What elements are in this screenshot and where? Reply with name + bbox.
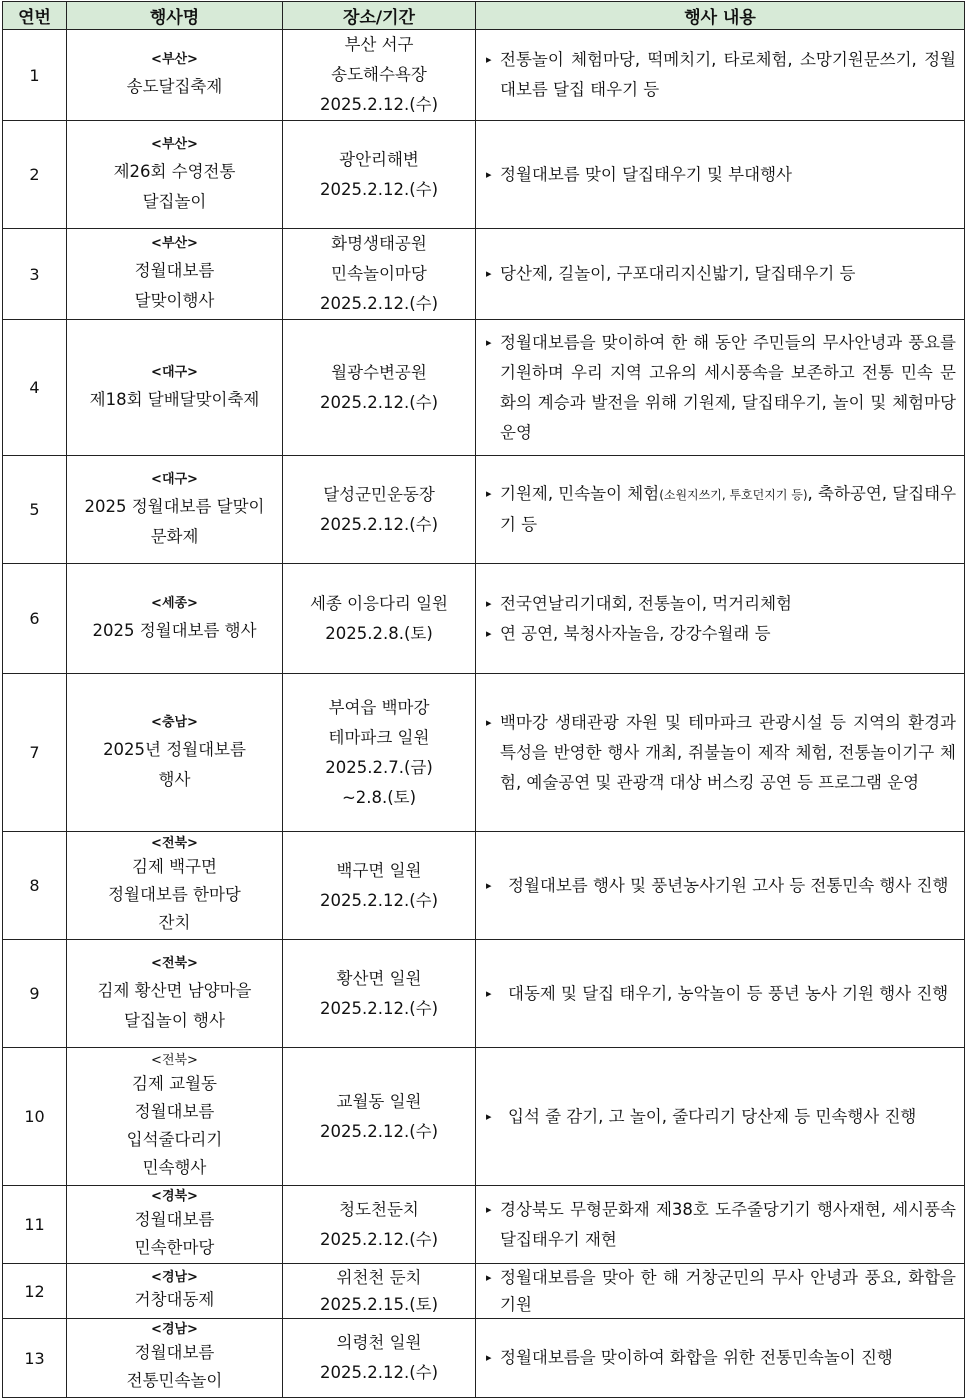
table-row <box>3 121 965 229</box>
event-place <box>283 320 476 456</box>
region-label: <부산> <box>151 136 198 152</box>
content-text: , 축하공연, 달집태우기 등 <box>500 484 957 534</box>
event-place <box>283 1264 476 1319</box>
row-number: 8 <box>3 832 67 940</box>
content-item: ▸ 정월대보름 맞이 달집태우기 및 부대행사 <box>486 160 956 190</box>
event-name-line: 달집놀이 행사 <box>124 1010 225 1030</box>
row-number: 3 <box>3 229 67 320</box>
event-name-line: 김제 백구면 <box>132 856 217 876</box>
table-row <box>3 940 965 1048</box>
place-line: 2025.2.12.(수) <box>319 890 439 910</box>
place-line: 2025.2.12.(수) <box>319 294 439 313</box>
table-row <box>3 564 965 674</box>
event-name-line: 정월대보름 한마당 <box>108 884 241 904</box>
event-name-line: 문화제 <box>150 526 199 546</box>
region-label: <대구> <box>151 364 198 380</box>
place-line: 송도해수욕장 <box>331 65 427 84</box>
region-label: <경북> <box>151 1188 198 1204</box>
row-number: 5 <box>3 456 67 564</box>
event-content <box>476 832 965 940</box>
event-content <box>476 674 965 832</box>
content-item: ▸ 연 공연, 북청사자놀음, 강강수월래 등 <box>486 619 956 649</box>
event-name <box>67 1264 283 1319</box>
event-content <box>476 1319 965 1398</box>
event-name <box>67 940 283 1048</box>
region-label: <전북> <box>151 955 198 971</box>
event-content <box>476 1048 965 1186</box>
row-number: 2 <box>3 121 67 229</box>
event-name <box>67 320 283 456</box>
region-label: <경남> <box>151 1322 198 1337</box>
event-name-line: 정월대보름 <box>134 1343 215 1362</box>
event-name <box>67 1186 283 1264</box>
event-name <box>67 121 283 229</box>
row-number: 1 <box>3 30 67 121</box>
table-row <box>3 456 965 564</box>
place-line: 2025.2.8.(토) <box>325 623 433 643</box>
table-row <box>3 1048 965 1186</box>
event-name-line: 행사 <box>158 769 191 789</box>
header-row <box>3 2 965 30</box>
event-name-line: 잔치 <box>158 912 191 932</box>
place-line: 달성군민운동장 <box>323 484 435 504</box>
event-place <box>283 30 476 121</box>
place-line: 2025.2.15.(토) <box>319 1295 439 1314</box>
row-number: 11 <box>3 1186 67 1264</box>
event-content <box>476 229 965 320</box>
event-name-line: 제18회 달배달맞이축제 <box>89 389 260 409</box>
event-place <box>283 121 476 229</box>
row-number: 7 <box>3 674 67 832</box>
header-place: 장소/기간 <box>283 2 476 30</box>
event-name-line: 2025년 정월대보름 <box>103 739 246 759</box>
event-content <box>476 456 965 564</box>
place-line: ~2.8.(토) <box>341 787 417 807</box>
event-content <box>476 940 965 1048</box>
event-name-line: 달맞이행사 <box>134 291 215 310</box>
event-name-line: 송도달집축제 <box>126 77 223 96</box>
table-row <box>3 30 965 121</box>
place-line: 2025.2.12.(수) <box>319 179 439 199</box>
place-line: 민속놀이마당 <box>331 264 427 283</box>
event-name-line: 입석줄다리기 <box>126 1129 223 1149</box>
table-row <box>3 1186 965 1264</box>
event-name-line: 김제 황산면 남양마을 <box>97 980 252 1000</box>
header-content: 행사 내용 <box>476 2 965 30</box>
row-number: 9 <box>3 940 67 1048</box>
region-label: <전북> <box>151 1052 198 1068</box>
place-line: 황산면 일원 <box>336 968 422 988</box>
event-name <box>67 564 283 674</box>
event-content <box>476 1264 965 1319</box>
content-item: ▸ 정월대보름 행사 및 풍년농사기원 고사 등 전통민속 행사 진행 <box>486 871 956 901</box>
event-content <box>476 320 965 456</box>
content-item: ▸ 전국연날리기대회, 전통놀이, 먹거리체험 <box>486 589 956 619</box>
content-item: ▸ 대동제 및 달집 태우기, 농악놀이 등 풍년 농사 기원 행사 진행 <box>486 979 956 1009</box>
event-place <box>283 229 476 320</box>
event-name-line: 2025 정월대보름 달맞이 <box>84 496 265 516</box>
table-row <box>3 674 965 832</box>
region-label: <부산> <box>151 236 198 251</box>
content-item: ▸ 전통놀이 체험마당, 떡메치기, 타로체험, 소망기원문쓰기, 정월대보름 달집 태우기 등 <box>486 45 956 105</box>
event-name <box>67 1319 283 1398</box>
content-text: 기원제, 민속놀이 체험 <box>500 484 660 503</box>
event-name-line: 민속행사 <box>142 1157 207 1177</box>
place-line: 부여읍 백마강 <box>328 697 430 717</box>
content-item: ▸ 백마강 생태관광 자원 및 테마파크 관광시설 등 지역의 환경과 특성을 반영한 행사 개최, 쥐불놀이 제작 체험, 전통놀이기구 체험, 예술공연 및 관광객 대상 버스킹 공연 등 프로그램 운영 <box>486 708 956 798</box>
place-line: 월광수변공원 <box>331 362 427 382</box>
event-name-line: 달집놀이 <box>142 191 207 211</box>
event-content <box>476 121 965 229</box>
content-item <box>486 479 956 540</box>
event-name-line: 정월대보름 <box>134 1101 215 1121</box>
content-note: (소원지쓰기, 투호던지기 등) <box>659 488 808 502</box>
place-line: 2025.2.12.(수) <box>319 392 439 412</box>
region-label: <전북> <box>151 835 198 851</box>
row-number: 6 <box>3 564 67 674</box>
place-line: 2025.2.12.(수) <box>319 1121 439 1141</box>
place-line: 광안리해변 <box>339 149 419 169</box>
event-place <box>283 940 476 1048</box>
region-label: <충남> <box>151 714 198 730</box>
content-item: ▸ 입석 줄 감기, 고 놀이, 줄다리기 당산제 등 민속행사 진행 <box>486 1102 956 1132</box>
region-label: <세종> <box>151 595 198 611</box>
event-name-line: 제26회 수영전통 <box>113 161 236 181</box>
table-row <box>3 229 965 320</box>
event-name-line: 김제 교월동 <box>132 1073 217 1093</box>
place-line: 2025.2.12.(수) <box>319 95 439 114</box>
content-item: ▸ 당산제, 길놀이, 구포대리지신밟기, 달집태우기 등 <box>486 259 956 289</box>
place-line: 테마파크 일원 <box>328 727 430 747</box>
place-line: 2025.2.12.(수) <box>319 514 439 534</box>
event-name <box>67 229 283 320</box>
place-line: 의령천 일원 <box>336 1333 422 1352</box>
place-line: 세종 이응다리 일원 <box>309 593 448 613</box>
event-content <box>476 564 965 674</box>
event-place <box>283 832 476 940</box>
content-item: ▸ 정월대보름을 맞이하여 한 해 동안 주민들의 무사안녕과 풍요를 기원하며 우리 지역 고유의 세시풍속을 보존하고 전통 민속 문화의 계승과 발전을 위해 기원제, 달집태우기, 놀이 및 체험마당 운영 <box>486 328 956 448</box>
content-item: ▸ 정월대보름을 맞이하여 화합을 위한 전통민속놀이 진행 <box>486 1343 956 1373</box>
row-number: 12 <box>3 1264 67 1319</box>
event-name <box>67 674 283 832</box>
region-label: <부산> <box>151 52 198 67</box>
event-name-line: 전통민속놀이 <box>126 1371 223 1390</box>
place-line: 2025.2.12.(수) <box>319 998 439 1018</box>
event-name-line: 정월대보름 <box>134 261 215 280</box>
event-name <box>67 30 283 121</box>
event-place <box>283 456 476 564</box>
events-table <box>2 1 965 1398</box>
place-line: 교월동 일원 <box>336 1091 422 1111</box>
place-line: 위천천 둔치 <box>336 1268 422 1287</box>
event-name <box>67 456 283 564</box>
event-place <box>283 564 476 674</box>
region-label: <대구> <box>151 471 198 487</box>
event-place <box>283 1048 476 1186</box>
event-name-line: 민속한마당 <box>134 1237 215 1257</box>
place-line: 2025.2.7.(금) <box>325 757 433 777</box>
place-line: 부산 서구 <box>344 35 414 54</box>
place-line: 2025.2.12.(수) <box>319 1229 439 1249</box>
table-row <box>3 320 965 456</box>
row-number: 10 <box>3 1048 67 1186</box>
table-row <box>3 1319 965 1398</box>
event-name-line: 거창대동제 <box>134 1290 215 1309</box>
event-name-line: 2025 정월대보름 행사 <box>92 620 257 640</box>
event-place <box>283 1319 476 1398</box>
event-place <box>283 674 476 832</box>
place-line: 백구면 일원 <box>336 860 422 880</box>
place-line: 2025.2.12.(수) <box>319 1363 439 1382</box>
event-name <box>67 832 283 940</box>
event-name <box>67 1048 283 1186</box>
content-item: ▸ 경상북도 무형문화재 제38호 도주줄당기기 행사재현, 세시풍속 달집태우기 재현 <box>486 1195 956 1255</box>
header-name: 행사명 <box>67 2 283 30</box>
event-content <box>476 30 965 121</box>
table-row <box>3 832 965 940</box>
place-line: 화명생태공원 <box>331 234 427 253</box>
table-row <box>3 1264 965 1319</box>
event-name-line: 정월대보름 <box>134 1209 215 1229</box>
header-no: 연번 <box>3 2 67 30</box>
event-content <box>476 1186 965 1264</box>
region-label: <경남> <box>151 1270 198 1285</box>
row-number: 13 <box>3 1319 67 1398</box>
content-item: ▸ 정월대보름을 맞아 한 해 거창군민의 무사 안녕과 풍요, 화합을 기원 <box>486 1264 956 1318</box>
event-place <box>283 1186 476 1264</box>
place-line: 청도천둔치 <box>339 1199 419 1219</box>
row-number: 4 <box>3 320 67 456</box>
